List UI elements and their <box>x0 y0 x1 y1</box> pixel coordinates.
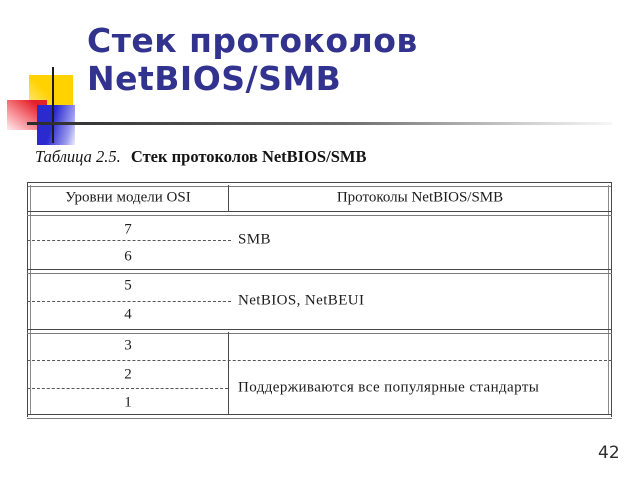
divider-5-4 <box>27 301 231 302</box>
table-caption-label: Таблица 2.5. <box>35 147 121 166</box>
protocol-span-netbios: NetBIOS, NetBEUI <box>234 293 364 310</box>
decor-blue-square <box>37 105 75 145</box>
protocol-span-standards: Поддерживаются все популярные стандарты <box>234 380 539 397</box>
osi-level: 2 <box>124 366 132 383</box>
divider-2-1 <box>27 388 228 389</box>
header-column-divider <box>228 185 229 211</box>
divider-7-6 <box>27 240 231 241</box>
protocol-stack-table <box>27 182 612 417</box>
divider-3-2 <box>27 360 612 361</box>
title-underline-rule <box>27 122 612 125</box>
table-border-top <box>27 182 612 187</box>
osi-level: 5 <box>124 277 132 294</box>
page-number: 42 <box>598 443 620 463</box>
section-divider-6-5 <box>27 269 612 274</box>
table-border-left <box>27 182 28 417</box>
slide-title <box>87 22 418 98</box>
osi-level: 3 <box>124 337 132 354</box>
table-border-bottom <box>27 414 612 419</box>
slide-title-line1: Стек протоколов <box>87 21 418 60</box>
column-header-osi-levels: Уровни модели OSI <box>65 189 191 206</box>
osi-level: 1 <box>124 394 132 411</box>
slide-title-line2: NetBIOS/SMB <box>87 59 342 98</box>
column-header-protocols: Протоколы NetBIOS/SMB <box>336 189 504 206</box>
table-caption-title: Стек протоколов NetBIOS/SMB <box>130 147 367 166</box>
table-border-right <box>611 182 612 417</box>
osi-level: 4 <box>124 306 132 323</box>
table-border-left-inner <box>30 185 31 414</box>
osi-level: 6 <box>124 248 132 265</box>
header-bottom-border <box>27 211 612 216</box>
section-divider-4-3 <box>27 329 612 334</box>
table-caption <box>35 147 366 167</box>
bottom-column-divider <box>228 332 229 414</box>
decor-vertical-line <box>52 67 54 143</box>
table-border-right-inner <box>608 185 609 414</box>
osi-level: 7 <box>124 221 132 238</box>
protocol-span-smb: SMB <box>234 232 271 249</box>
